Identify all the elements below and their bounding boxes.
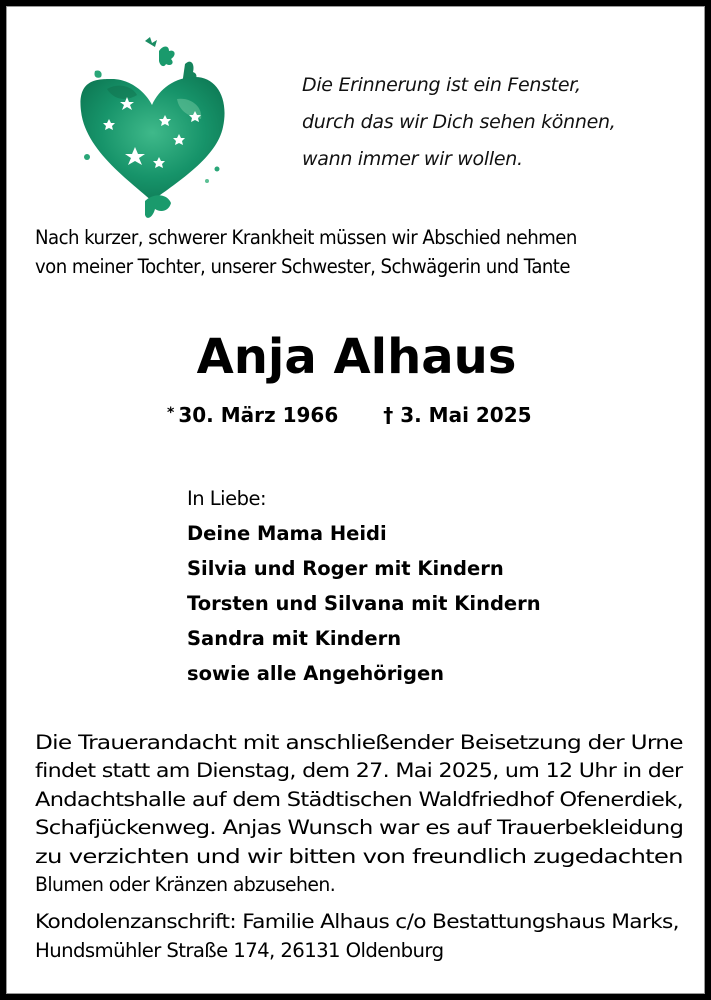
- deceased-name: Anja Alhaus: [196, 329, 517, 385]
- quote-line: durch das wir Dich sehen können,: [302, 111, 616, 133]
- family-member: sowie alle Angehörigen: [187, 662, 445, 685]
- condolence-line: Kondolenzanschrift: Familie Alhaus c/o Bestattungshaus Marks,: [35, 910, 679, 933]
- family-label: In Liebe:: [187, 487, 267, 510]
- memorial-quote: [302, 67, 615, 178]
- service-line: Schafjückenweg. Anjas Wunsch war es auf Trauerbekleidung: [35, 816, 684, 840]
- intro-line: von meiner Tochter, unserer Schwester, Schwägerin und Tante: [35, 255, 570, 278]
- family-member: Deine Mama Heidi: [187, 522, 387, 545]
- watercolor-heart-icon: [67, 19, 237, 224]
- family-member: Sandra mit Kindern: [187, 627, 402, 650]
- birth-star-icon: *: [167, 405, 175, 421]
- quote-line: Die Erinnerung ist ein Fenster,: [302, 74, 581, 96]
- service-line: findet statt am Dienstag, dem 27. Mai 2025, um 12 Uhr in der: [35, 759, 683, 783]
- death-cross-icon: †: [383, 403, 394, 427]
- service-line: zu verzichten und wir bitten von freundlich zugedachten: [35, 844, 683, 868]
- service-details: [35, 729, 683, 899]
- family-member: Torsten und Silvana mit Kindern: [187, 592, 541, 615]
- intro-text: [35, 223, 641, 281]
- family-signatures: [187, 481, 541, 691]
- service-line: Blumen oder Kränzen abzusehen.: [35, 873, 336, 897]
- condolence-line: Hundsmühler Straße 174, 26131 Oldenburg: [35, 939, 444, 962]
- condolence-address: [35, 907, 695, 965]
- birth-date: 30. März 1966: [178, 403, 339, 427]
- life-dates: [167, 403, 532, 427]
- service-line: Die Trauerandacht mit anschließender Beisetzung der Urne: [35, 731, 683, 754]
- quote-line: wann immer wir wollen.: [302, 148, 523, 170]
- intro-line: Nach kurzer, schwerer Krankheit müssen wir Abschied nehmen: [35, 226, 577, 249]
- family-member: Silvia und Roger mit Kindern: [187, 557, 504, 580]
- death-date: 3. Mai 2025: [400, 403, 532, 427]
- death-notice: [6, 6, 705, 994]
- service-line: Andachtshalle auf dem Städtischen Waldfriedhof Ofenerdiek,: [35, 787, 683, 811]
